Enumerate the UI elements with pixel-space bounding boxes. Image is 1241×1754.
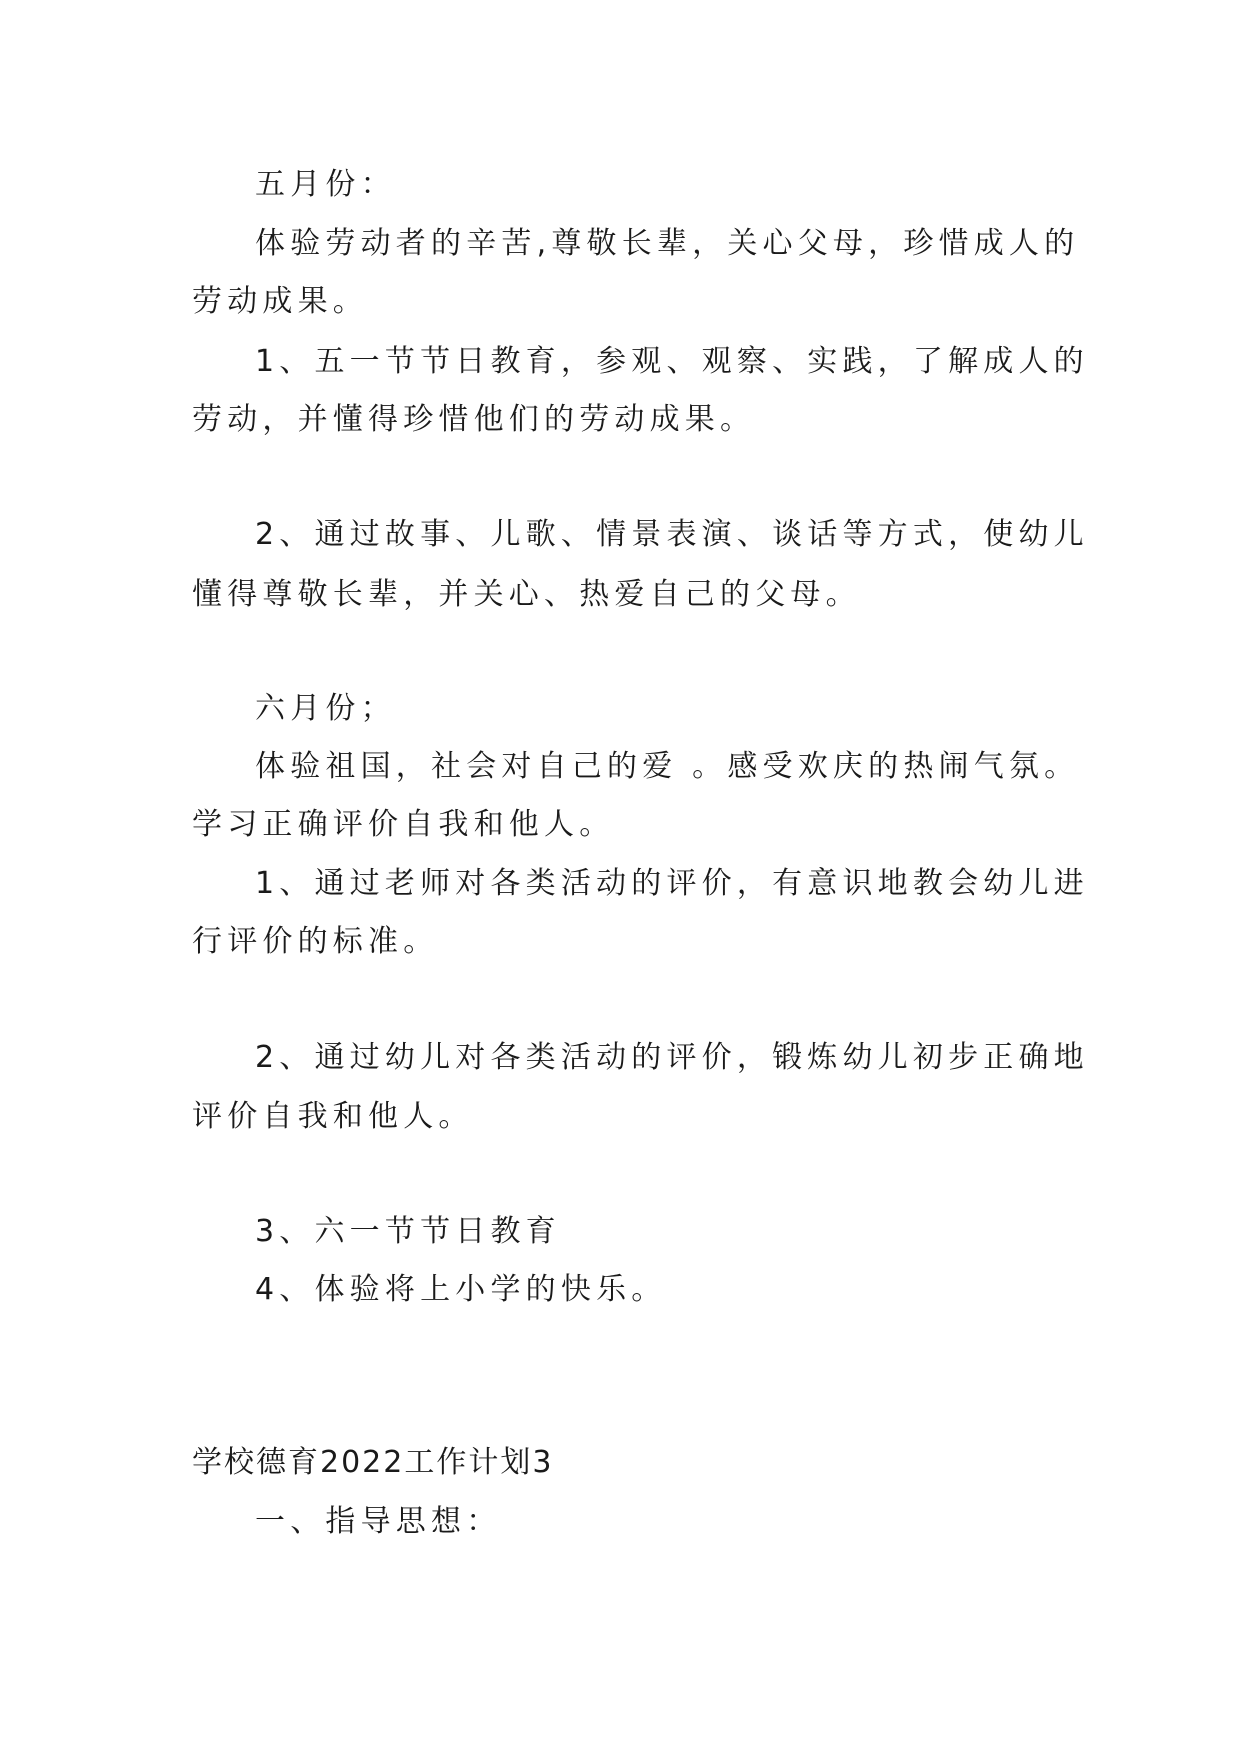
june-item-1-line-1: 1、通过老师对各类活动的评价，有意识地教会幼儿进 bbox=[255, 866, 1089, 901]
may-heading: 五月份： bbox=[255, 167, 396, 202]
june-item-4: 4、体验将上小学的快乐。 bbox=[255, 1272, 667, 1307]
may-item-2-line-2: 懂得尊敬长辈，并关心、热爱自己的父母。 bbox=[192, 577, 861, 612]
june-goal-line-2: 学习正确评价自我和他人。 bbox=[192, 807, 615, 842]
june-item-3: 3、六一节节日教育 bbox=[255, 1214, 561, 1249]
section-1-heading: 一、指导思想： bbox=[255, 1504, 502, 1539]
may-goal-line-2: 劳动成果。 bbox=[192, 284, 368, 319]
plan-title: 学校德育2022工作计划3 bbox=[192, 1445, 554, 1480]
june-item-2-line-2: 评价自我和他人。 bbox=[192, 1099, 474, 1134]
june-item-1-line-2: 行评价的标准。 bbox=[192, 924, 439, 959]
june-heading: 六月份； bbox=[255, 691, 396, 726]
june-item-2-line-1: 2、通过幼儿对各类活动的评价，锻炼幼儿初步正确地 bbox=[255, 1040, 1089, 1075]
may-item-1-line-2: 劳动，并懂得珍惜他们的劳动成果。 bbox=[192, 402, 756, 437]
may-item-1-line-1: 1、五一节节日教育，参观、观察、实践，了解成人的 bbox=[255, 344, 1089, 379]
may-goal-line-1: 体验劳动者的辛苦,尊敬长辈，关心父母，珍惜成人的 bbox=[255, 226, 1080, 261]
june-goal-line-1: 体验祖国，社会对自己的爱 。感受欢庆的热闹气氛。 bbox=[255, 749, 1080, 784]
may-item-2-line-1: 2、通过故事、儿歌、情景表演、谈话等方式，使幼儿 bbox=[255, 517, 1089, 552]
